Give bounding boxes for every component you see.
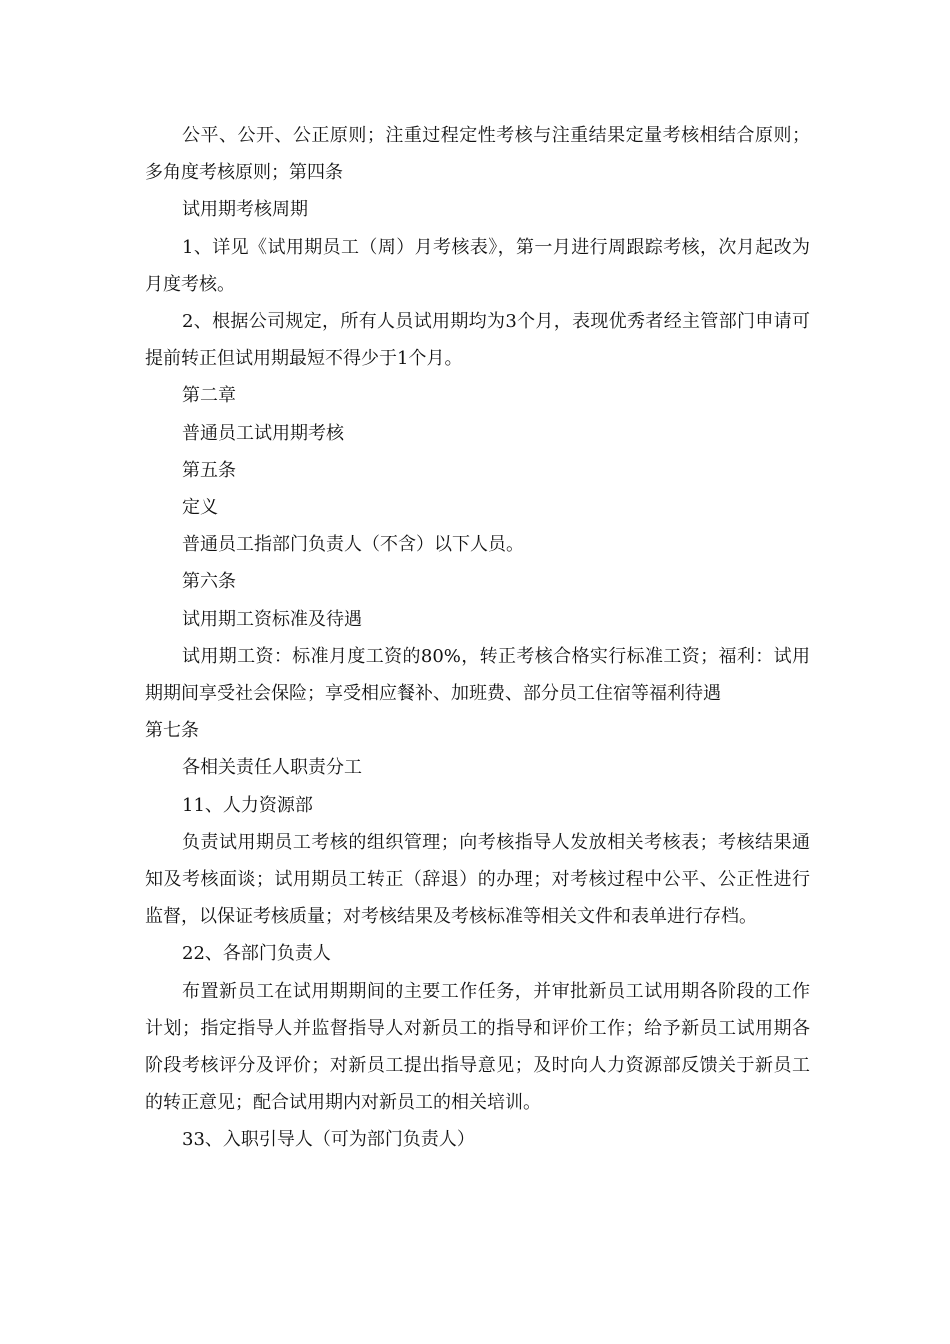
paragraph-salary-benefits: 试用期工资：标准月度工资的80%，转正考核合格实行标准工资；福利：试用期期间享受社会保险；享受相应餐补、加班费、部分员工住宿等福利待遇 (145, 645, 810, 705)
heading-chapter-2: 第二章 (182, 385, 236, 407)
paragraph-hr-duties: 负责试用期员工考核的组织管理；向考核指导人发放相关考核表；考核结果通知及考核面谈；试用期员工转正（辞退）的办理；对考核过程中公平、公正性进行监督，以保证考核质量；对考核结果及考核标准等相关文件和表单进行存档。 (145, 831, 810, 928)
heading-article-7: 第七条 (145, 720, 199, 742)
heading-regular-staff-assessment: 普通员工试用期考核 (182, 422, 344, 444)
paragraph-principles: 公平、公开、公正原则；注重过程定性考核与注重结果定量考核相结合原则；多角度考核原则；第四条 (145, 125, 810, 184)
heading-hr-department: 11、人力资源部 (182, 794, 313, 816)
heading-article-6: 第六条 (182, 571, 236, 593)
heading-department-heads: 22、各部门负责人 (182, 943, 331, 965)
heading-definition: 定义 (182, 497, 218, 519)
heading-article-5: 第五条 (182, 459, 236, 481)
paragraph-cycle-2: 2、根据公司规定，所有人员试用期均为3个月，表现优秀者经主管部门申请可提前转正但试用期最短不得少于1个月。 (145, 311, 810, 370)
heading-responsibilities: 各相关责任人职责分工 (182, 757, 362, 779)
heading-onboarding-guide: 33、入职引导人（可为部门负责人） (182, 1129, 475, 1151)
heading-salary-benefits: 试用期工资标准及待遇 (182, 608, 362, 630)
document-body (145, 117, 810, 1159)
heading-probation-cycle: 试用期考核周期 (182, 199, 308, 221)
paragraph-definition: 普通员工指部门负责人（不含）以下人员。 (182, 534, 524, 556)
paragraph-cycle-1: 1、详见《试用期员工（周）月考核表》，第一月进行周跟踪考核，次月起改为月度考核。 (145, 236, 810, 295)
paragraph-department-head-duties: 布置新员工在试用期期间的主要工作任务，并审批新员工试用期各阶段的工作计划；指定指导人并监督指导人对新员工的指导和评价工作；给予新员工试用期各阶段考核评分及评价；对新员工提出指导意见；及时向人力资源部反馈关于新员工的转正意见；配合试用期内对新员工的相关培训。 (145, 980, 810, 1114)
